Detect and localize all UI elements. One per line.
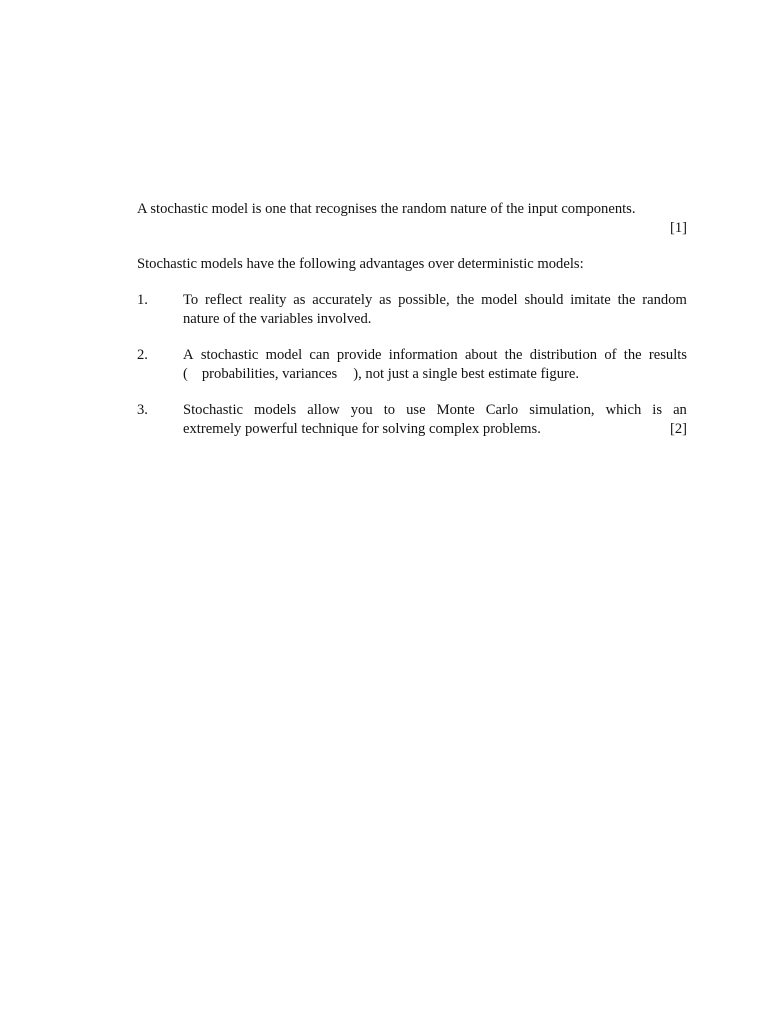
item-line-with-mark: [183, 420, 687, 439]
word: models: [254, 402, 297, 418]
word: imitate: [570, 292, 611, 308]
word: as: [379, 292, 392, 308]
word: A: [183, 347, 194, 363]
word: is: [652, 402, 663, 418]
intro-mark: [1]: [669, 220, 687, 236]
word: which: [605, 402, 642, 418]
word: you: [350, 402, 373, 418]
word: the: [617, 292, 636, 308]
item-line: extremely powerful technique for solving complex problems.: [183, 421, 541, 437]
item-inline-text: probabilities, variances: [201, 366, 338, 382]
item-number: 3.: [137, 402, 148, 418]
item-inline-text: ), not just a single best estimate figure.: [353, 366, 579, 382]
word: an: [673, 402, 687, 418]
word: the: [623, 347, 642, 363]
word: as: [293, 292, 306, 308]
word: reality: [249, 292, 287, 308]
item-mark: [2]: [669, 421, 687, 437]
word: random: [642, 292, 687, 308]
word: allow: [307, 402, 340, 418]
word: can: [309, 347, 330, 363]
word: To: [183, 292, 199, 308]
intro-paragraph: [137, 200, 687, 238]
word: simulation,: [529, 402, 595, 418]
word: possible,: [398, 292, 450, 308]
list-item: [137, 401, 687, 439]
word: accurately: [312, 292, 373, 308]
word: the: [504, 347, 523, 363]
item-number: 1.: [137, 292, 148, 308]
word: use: [406, 402, 426, 418]
word: Monte: [436, 402, 475, 418]
list-item: [137, 346, 687, 384]
word: about: [464, 347, 498, 363]
word: Stochastic: [183, 402, 243, 418]
word: information: [388, 347, 458, 363]
list-item: [137, 291, 687, 329]
word: reflect: [205, 292, 243, 308]
item-line: [183, 365, 687, 384]
word: stochastic: [200, 347, 259, 363]
word: provide: [336, 347, 382, 363]
word: should: [524, 292, 564, 308]
word: the: [456, 292, 475, 308]
answer-text: [137, 200, 687, 439]
word: to: [383, 402, 396, 418]
intro-sentence: A stochastic model is one that recognises the random nature of the input components.: [137, 201, 636, 217]
word: model: [265, 347, 303, 363]
word: Carlo: [485, 402, 519, 418]
advantages-heading: Stochastic models have the following advantages over deterministic models:: [137, 256, 584, 272]
open-paren: (: [183, 366, 188, 382]
word: distribution: [529, 347, 598, 363]
item-line-justified: [183, 401, 687, 420]
word: model: [481, 292, 518, 308]
word: of: [604, 347, 617, 363]
item-number: 2.: [137, 347, 148, 363]
item-line: nature of the variables involved.: [183, 311, 372, 327]
item-line-justified: [183, 291, 687, 310]
item-line-justified: [183, 346, 687, 365]
word: results: [648, 347, 687, 363]
